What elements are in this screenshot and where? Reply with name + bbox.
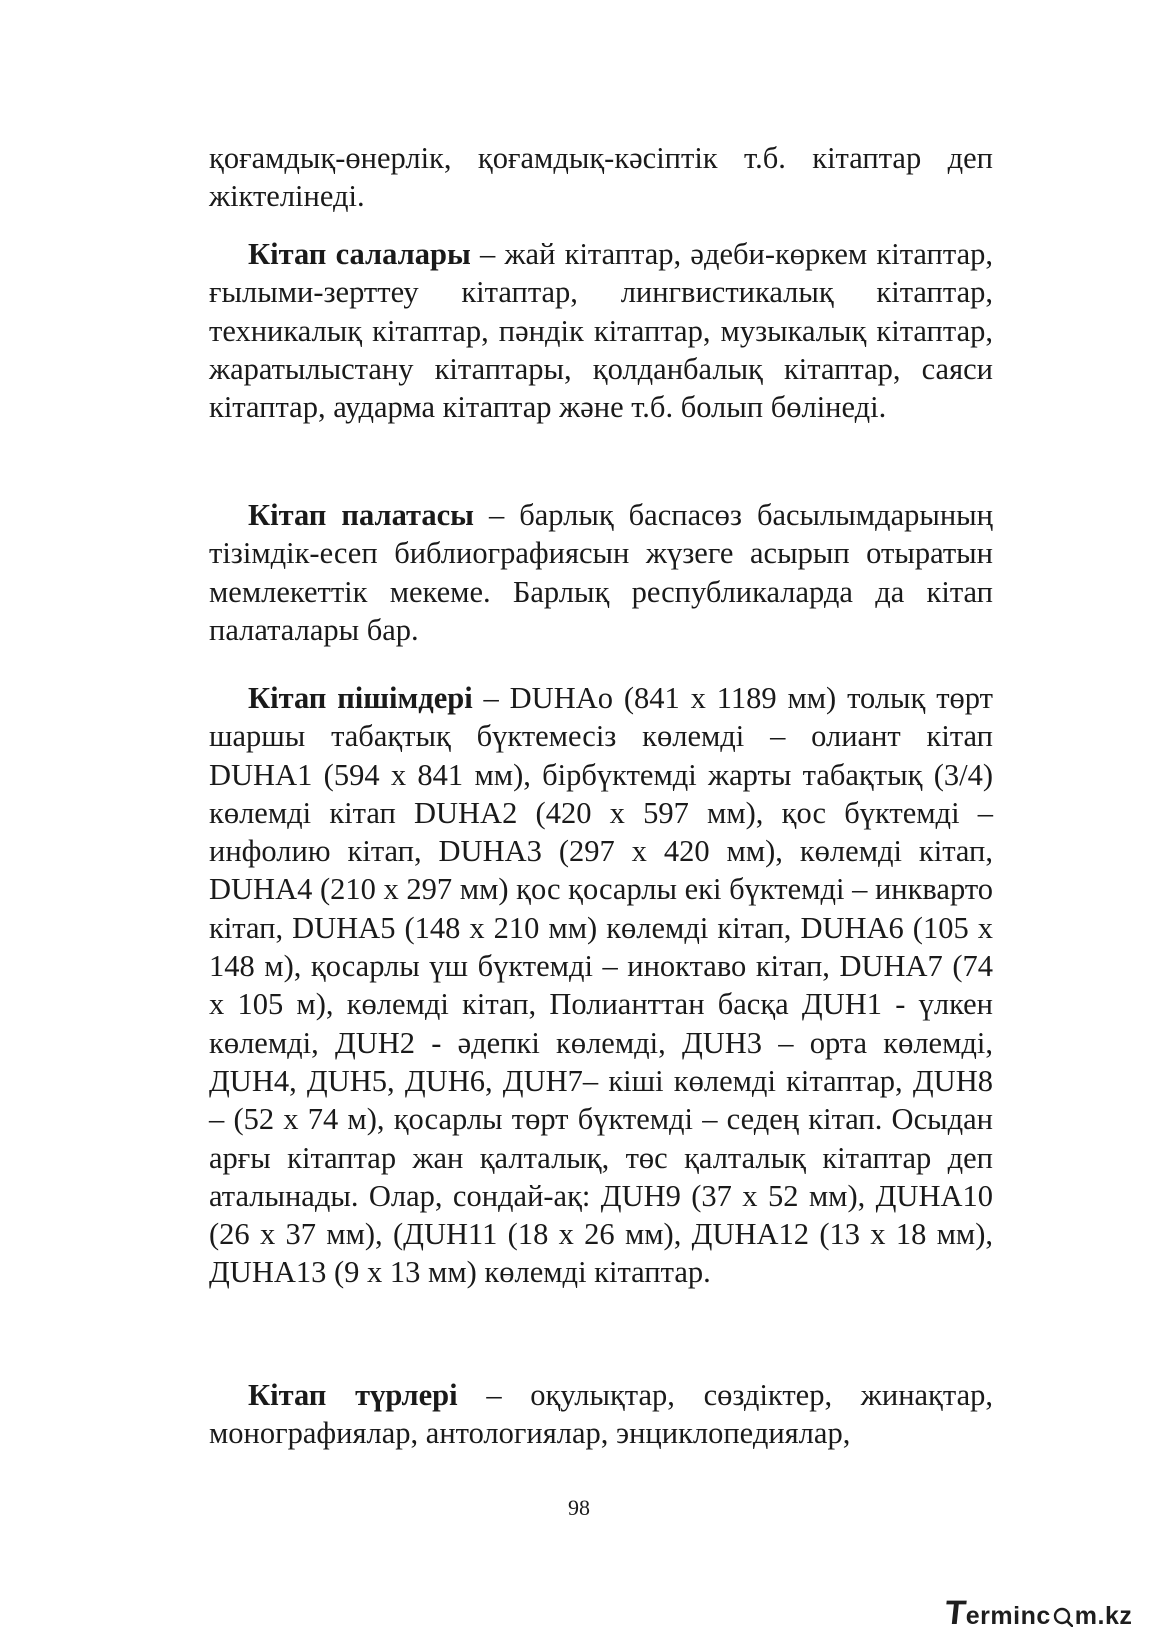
paragraph-text: – жай кітаптар, әдеби-көркем кітаптар, ғылыми-зерттеу кітаптар, лингвистикалық кітаптар, техникалық кітаптар, пәндік кітаптар, музыкалық кітаптар, жаратылыстану кітаптары, қолданбалық кітаптар, саяси кітаптар, аударма кітаптар және т.б. болып бөлінеді. bbox=[209, 237, 993, 425]
term-heading: Кітап пішімдері bbox=[248, 681, 473, 715]
paragraph-continuation bbox=[209, 139, 993, 216]
watermark-first-letter: T bbox=[943, 1594, 968, 1632]
paragraph-kitap-turleri bbox=[209, 1376, 993, 1453]
term-heading: Кітап палатасы bbox=[248, 498, 474, 532]
watermark-logo bbox=[945, 1596, 1132, 1630]
paragraph-kitap-pishimderi bbox=[209, 679, 993, 1292]
watermark-text-part1: erminc bbox=[965, 1602, 1051, 1630]
paragraph-kitap-palatasy bbox=[209, 496, 993, 649]
paragraph-text: – барлық баспасөз басылымдарының тізімдік-есеп библиографиясын жүзеге асырып отыратын мемлекеттік мекеме. Барлық республикаларда да кітап палаталары бар. bbox=[209, 498, 993, 647]
term-heading: Кітап салалары bbox=[248, 237, 471, 271]
magnifier-icon bbox=[1053, 1607, 1073, 1627]
paragraph-text: – оқулықтар, сөздіктер, жинақтар, монографиялар, антологиялар, энциклопедиялар, bbox=[209, 1378, 993, 1451]
watermark-text-part2: m.kz bbox=[1074, 1602, 1133, 1630]
term-heading: Кітап түрлері bbox=[248, 1378, 458, 1412]
paragraph-kitap-salalary bbox=[209, 235, 993, 426]
paragraph-text: қоғамдық-өнерлік, қоғамдық-кәсіптік т.б. кітаптар деп жіктелінеді. bbox=[209, 141, 993, 214]
paragraph-text: – DUHAo (841 х 1189 мм) толық төрт шаршы табақтық бүктемесіз көлемді – олиант кітап DUHA1 (594 х 841 мм), бірбүктемді жарты табақтық (3/4) көлемді кітап DUHA2 (420 х 597 мм), қос бүктемді – инфолию кітап, DUHA3 (297 х 420 мм), көлемді кітап, DUHA4 (210 х 297 мм) қос қосарлы екі бүктемді – инкварто кітап, DUHA5 (148 х 210 мм) көлемді кітап, DUHA6 (105 х 148 м), қосарлы үш бүктемді – иноктаво кітап, DUHA7 (74 х 105 м), көлемді кітап, Полианттан басқа ДUH1 - үлкен көлемді, ДUH2 - әдепкі көлемді, ДUH3 – орта көлемді, ДUH4, ДUH5, ДUH6, ДUH7– кіші көлемді кітаптар, ДUH8 – (52 х 74 м), қосарлы төрт бүктемді – седең кітап. Осыдан арғы кітаптар жан қалталық, төс қалталық кітаптар деп аталынады. Олар, сондай-ақ: ДUH9 (37 х 52 мм), ДUHA10 (26 х 37 мм), (ДUH11 (18 х 26 мм), ДUHA12 (13 х 18 мм), ДUHA13 (9 х 13 мм) көлемді кітаптар. bbox=[209, 681, 993, 1290]
page-number: 98 bbox=[568, 1495, 590, 1520]
